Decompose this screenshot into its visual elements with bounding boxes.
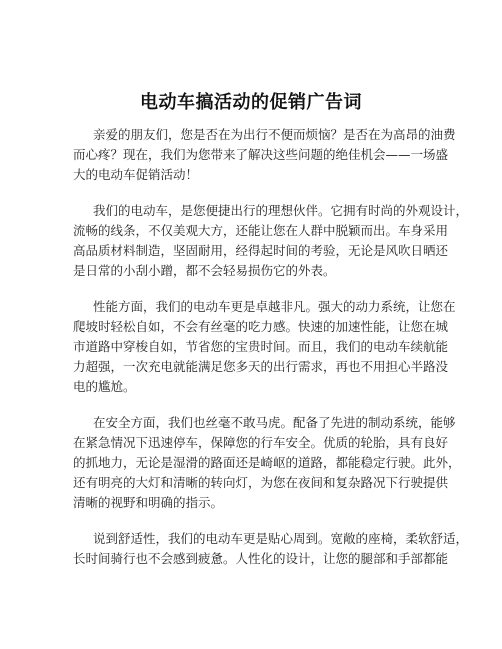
paragraph-line: 流畅的线条，不仅美观大方，还能让您在人群中脱颖而出。车身采用 [73, 223, 449, 238]
paragraph-line: 在紧急情况下迅速停车，保障您的行车安全。优质的轮胎，具有良好 [73, 435, 449, 450]
paragraph-line: 在安全方面，我们也丝毫不敢马虎。配备了先进的制动系统，能够 [93, 415, 456, 430]
paragraph-line: 的抓地力，无论是湿滑的路面还是崎岖的道路，都能稳定行驶。此外， [73, 455, 461, 470]
paragraph-line: 力超强，一次充电就能满足您多天的出行需求，再也不用担心半路没 [73, 359, 449, 374]
document-title: 电动车搞活动的促销广告词 [140, 92, 362, 113]
paragraph-line: 电的尴尬。 [73, 379, 136, 394]
paragraph-line: 清晰的视野和明确的指示。 [73, 495, 224, 510]
paragraph-line: 爬坡时轻松自如，不会有丝毫的吃力感。快速的加速性能，让您在城 [73, 319, 449, 334]
paragraph-line: 而心疼？现在，我们为您带来了解决这些问题的绝佳机会——一场盛 [73, 147, 449, 162]
paragraph-line: 我们的电动车，是您便捷出行的理想伙伴。它拥有时尚的外观设计， [93, 203, 469, 218]
paragraph-line: 是日常的小刮小蹭，都不会轻易损伤它的外表。 [73, 263, 336, 278]
paragraph-line: 市道路中穿梭自如，节省您的宝贵时间。而且，我们的电动车续航能 [73, 339, 449, 354]
paragraph-line: 长时间骑行也不会感到疲惫。人性化的设计，让您的腿部和手部都能 [73, 551, 449, 566]
paragraph-line: 亲爱的朋友们，您是否在为出行不便而烦恼？是否在为高昂的油费 [93, 127, 456, 142]
paragraph-line: 性能方面，我们的电动车更是卓越非凡。强大的动力系统，让您在 [93, 299, 456, 314]
paragraph-line: 大的电动车促销活动！ [73, 167, 199, 182]
paragraph-line: 说到舒适性，我们的电动车更是贴心周到。宽敞的座椅，柔软舒适， [93, 531, 469, 546]
paragraph-line: 还有明亮的大灯和清晰的转向灯，为您在夜间和复杂路况下行驶提供 [73, 475, 449, 490]
paragraph-line: 高品质材料制造，坚固耐用，经得起时间的考验，无论是风吹日晒还 [73, 243, 449, 258]
